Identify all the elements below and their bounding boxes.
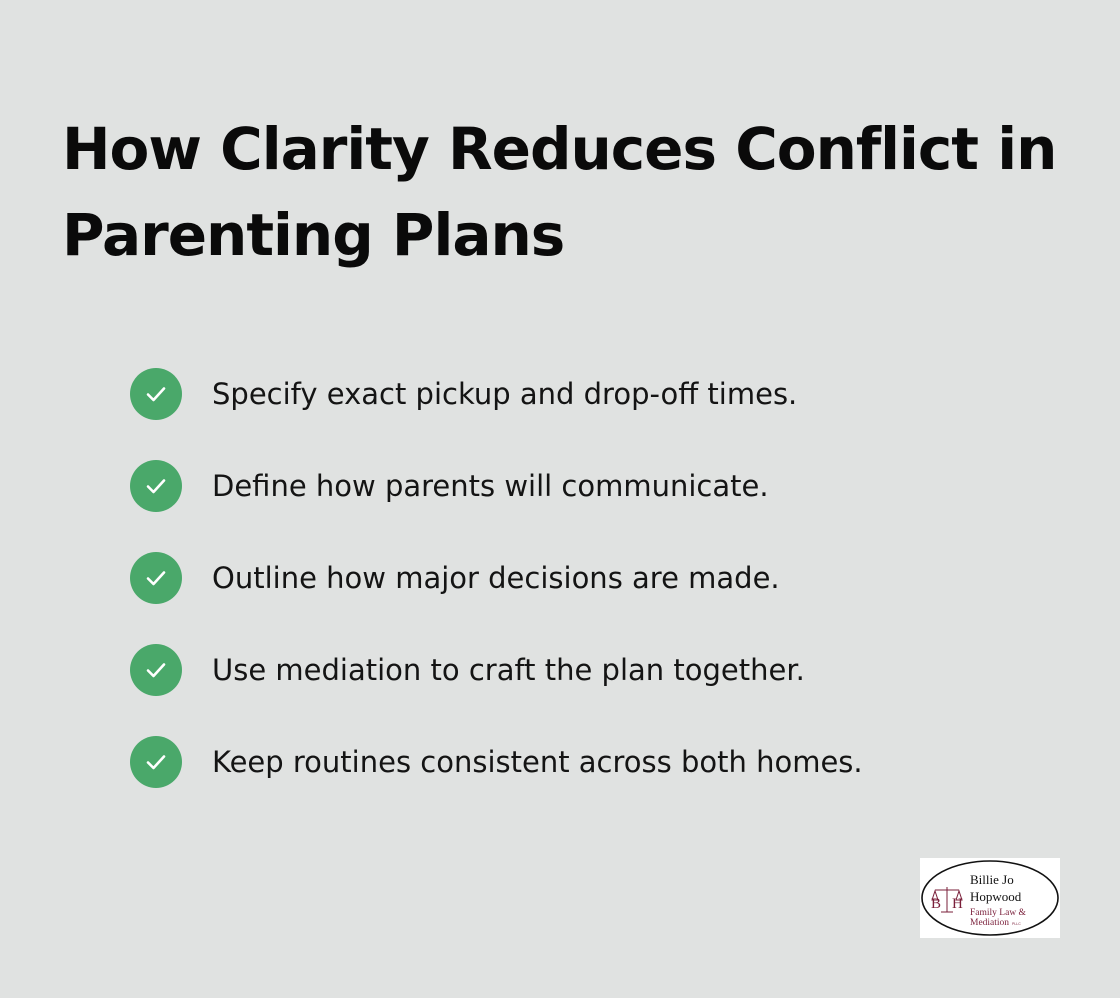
logo-tagline-2: Mediation: [970, 918, 1010, 928]
check-icon: [130, 552, 182, 604]
list-item-text: Specify exact pickup and drop-off times.: [212, 377, 798, 411]
check-icon: [130, 460, 182, 512]
list-item: [130, 368, 863, 420]
list-item-text: Define how parents will communicate.: [212, 469, 769, 503]
logo-monogram-right: H: [952, 896, 963, 912]
page-title: How Clarity Reduces Conflict in Parenting Plans: [62, 115, 1057, 269]
list-item-text: Keep routines consistent across both homes.: [212, 745, 863, 779]
firm-logo: [920, 858, 1060, 938]
checklist: [130, 368, 863, 828]
check-icon: [130, 644, 182, 696]
list-item-text: Outline how major decisions are made.: [212, 561, 780, 595]
logo-name-last: Hopwood: [970, 889, 1022, 904]
logo-tagline-1: Family Law &: [970, 908, 1026, 918]
logo-name-first: Billie Jo: [970, 872, 1014, 887]
check-icon: [130, 368, 182, 420]
list-item: [130, 552, 863, 604]
list-item: [130, 736, 863, 788]
logo-monogram-left: B: [931, 896, 942, 912]
list-item: [130, 644, 863, 696]
list-item: [130, 460, 863, 512]
check-icon: [130, 736, 182, 788]
list-item-text: Use mediation to craft the plan together.: [212, 653, 805, 687]
logo-suffix: PLLC: [1012, 922, 1021, 926]
